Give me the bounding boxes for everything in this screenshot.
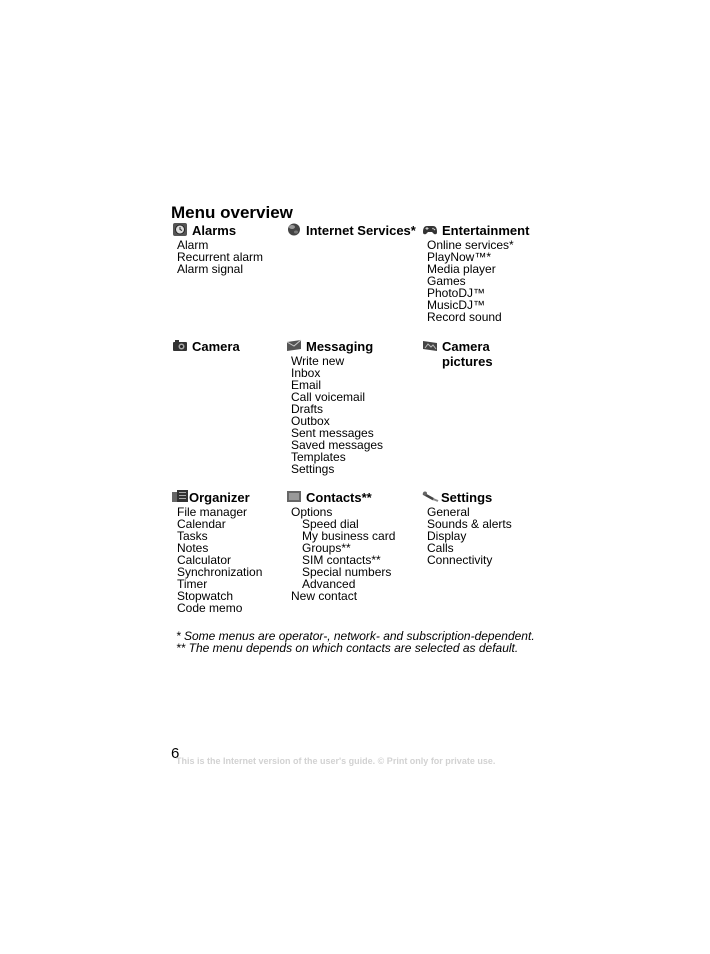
list-item: Synchronization (177, 565, 263, 579)
menu-internet-services (286, 223, 436, 239)
menu-camera-pictures (422, 339, 572, 369)
list-item: Connectivity (427, 553, 493, 567)
list-item: Record sound (427, 310, 502, 324)
list-item: Stopwatch (177, 589, 234, 603)
list-item: Games (427, 274, 466, 288)
list-item: Special numbers (302, 565, 392, 579)
list-item: Templates (291, 450, 346, 464)
camera-icon (172, 339, 188, 352)
list-item: Timer (177, 577, 208, 591)
list-item: File manager (177, 505, 248, 519)
envelope-icon (286, 339, 302, 352)
list-item: Display (427, 529, 467, 543)
footnotes (176, 630, 535, 654)
list-item: Online services* (427, 238, 514, 252)
list-item: Saved messages (291, 438, 384, 452)
menu-internet-heading: Internet Services* (286, 223, 436, 239)
list-item: Media player (427, 262, 496, 276)
menu-organizer-heading: Organizer (172, 490, 322, 506)
list-item: PlayNow™* (427, 250, 492, 264)
menu-messaging-heading: Messaging (286, 339, 436, 355)
footnote: ** The menu depends on which contacts are selected as default. (176, 641, 519, 655)
list-item: New contact (291, 589, 358, 603)
list-item: Options (291, 505, 333, 519)
footnote: * Some menus are operator-, network- and subscription-dependent. (176, 629, 535, 643)
list-item: General (427, 505, 470, 519)
picture-icon (422, 339, 438, 352)
wrench-icon (422, 490, 440, 503)
list-item: Sounds & alerts (427, 517, 512, 531)
menu-camera-heading: Camera (172, 339, 322, 355)
list-item: Tasks (177, 529, 208, 543)
menu-settings-heading: Settings (422, 490, 572, 506)
menu-entertainment-heading: Entertainment (422, 223, 572, 239)
alarm-clock-icon (172, 223, 188, 236)
list-item: Calendar (177, 517, 226, 531)
list-item: Email (291, 378, 322, 392)
list-item: Notes (177, 541, 209, 555)
menu-contacts (286, 490, 436, 602)
list-item: Code memo (177, 601, 243, 615)
list-item: Groups** (302, 541, 351, 555)
page-title: Menu overview (171, 203, 293, 222)
list-item: SIM contacts** (302, 553, 381, 567)
menu-contacts-heading: Contacts** (286, 490, 436, 506)
contacts-book-icon (286, 490, 302, 503)
footer-notice: This is the Internet version of the user's guide. © Print only for private use. (176, 756, 496, 766)
list-item: Inbox (291, 366, 321, 380)
list-item: Outbox (291, 414, 330, 428)
list-item: PhotoDJ™ (427, 286, 486, 300)
list-item: Advanced (302, 577, 356, 591)
list-item: Alarm (177, 238, 209, 252)
list-item: Write new (291, 354, 345, 368)
menu-settings (422, 490, 572, 566)
list-item: Sent messages (291, 426, 374, 440)
menu-alarms-heading: Alarms (172, 223, 322, 239)
globe-icon (286, 223, 302, 236)
list-item: My business card (302, 529, 396, 543)
list-item: Call voicemail (291, 390, 366, 404)
list-item: Settings (291, 462, 335, 476)
menu-messaging (286, 339, 436, 475)
list-item: Calculator (177, 553, 232, 567)
list-item: Speed dial (302, 517, 359, 531)
organizer-icon (172, 490, 188, 503)
list-item: Recurrent alarm (177, 250, 264, 264)
list-item: Drafts (291, 402, 324, 416)
list-item: Alarm signal (177, 262, 244, 276)
menu-camera-pictures-heading: Camera pictures (422, 339, 572, 355)
list-item: Calls (427, 541, 454, 555)
list-item: MusicDJ™ (427, 298, 486, 312)
menu-entertainment (422, 223, 572, 323)
gamepad-icon (422, 223, 438, 236)
page-number: 6 (171, 745, 180, 762)
